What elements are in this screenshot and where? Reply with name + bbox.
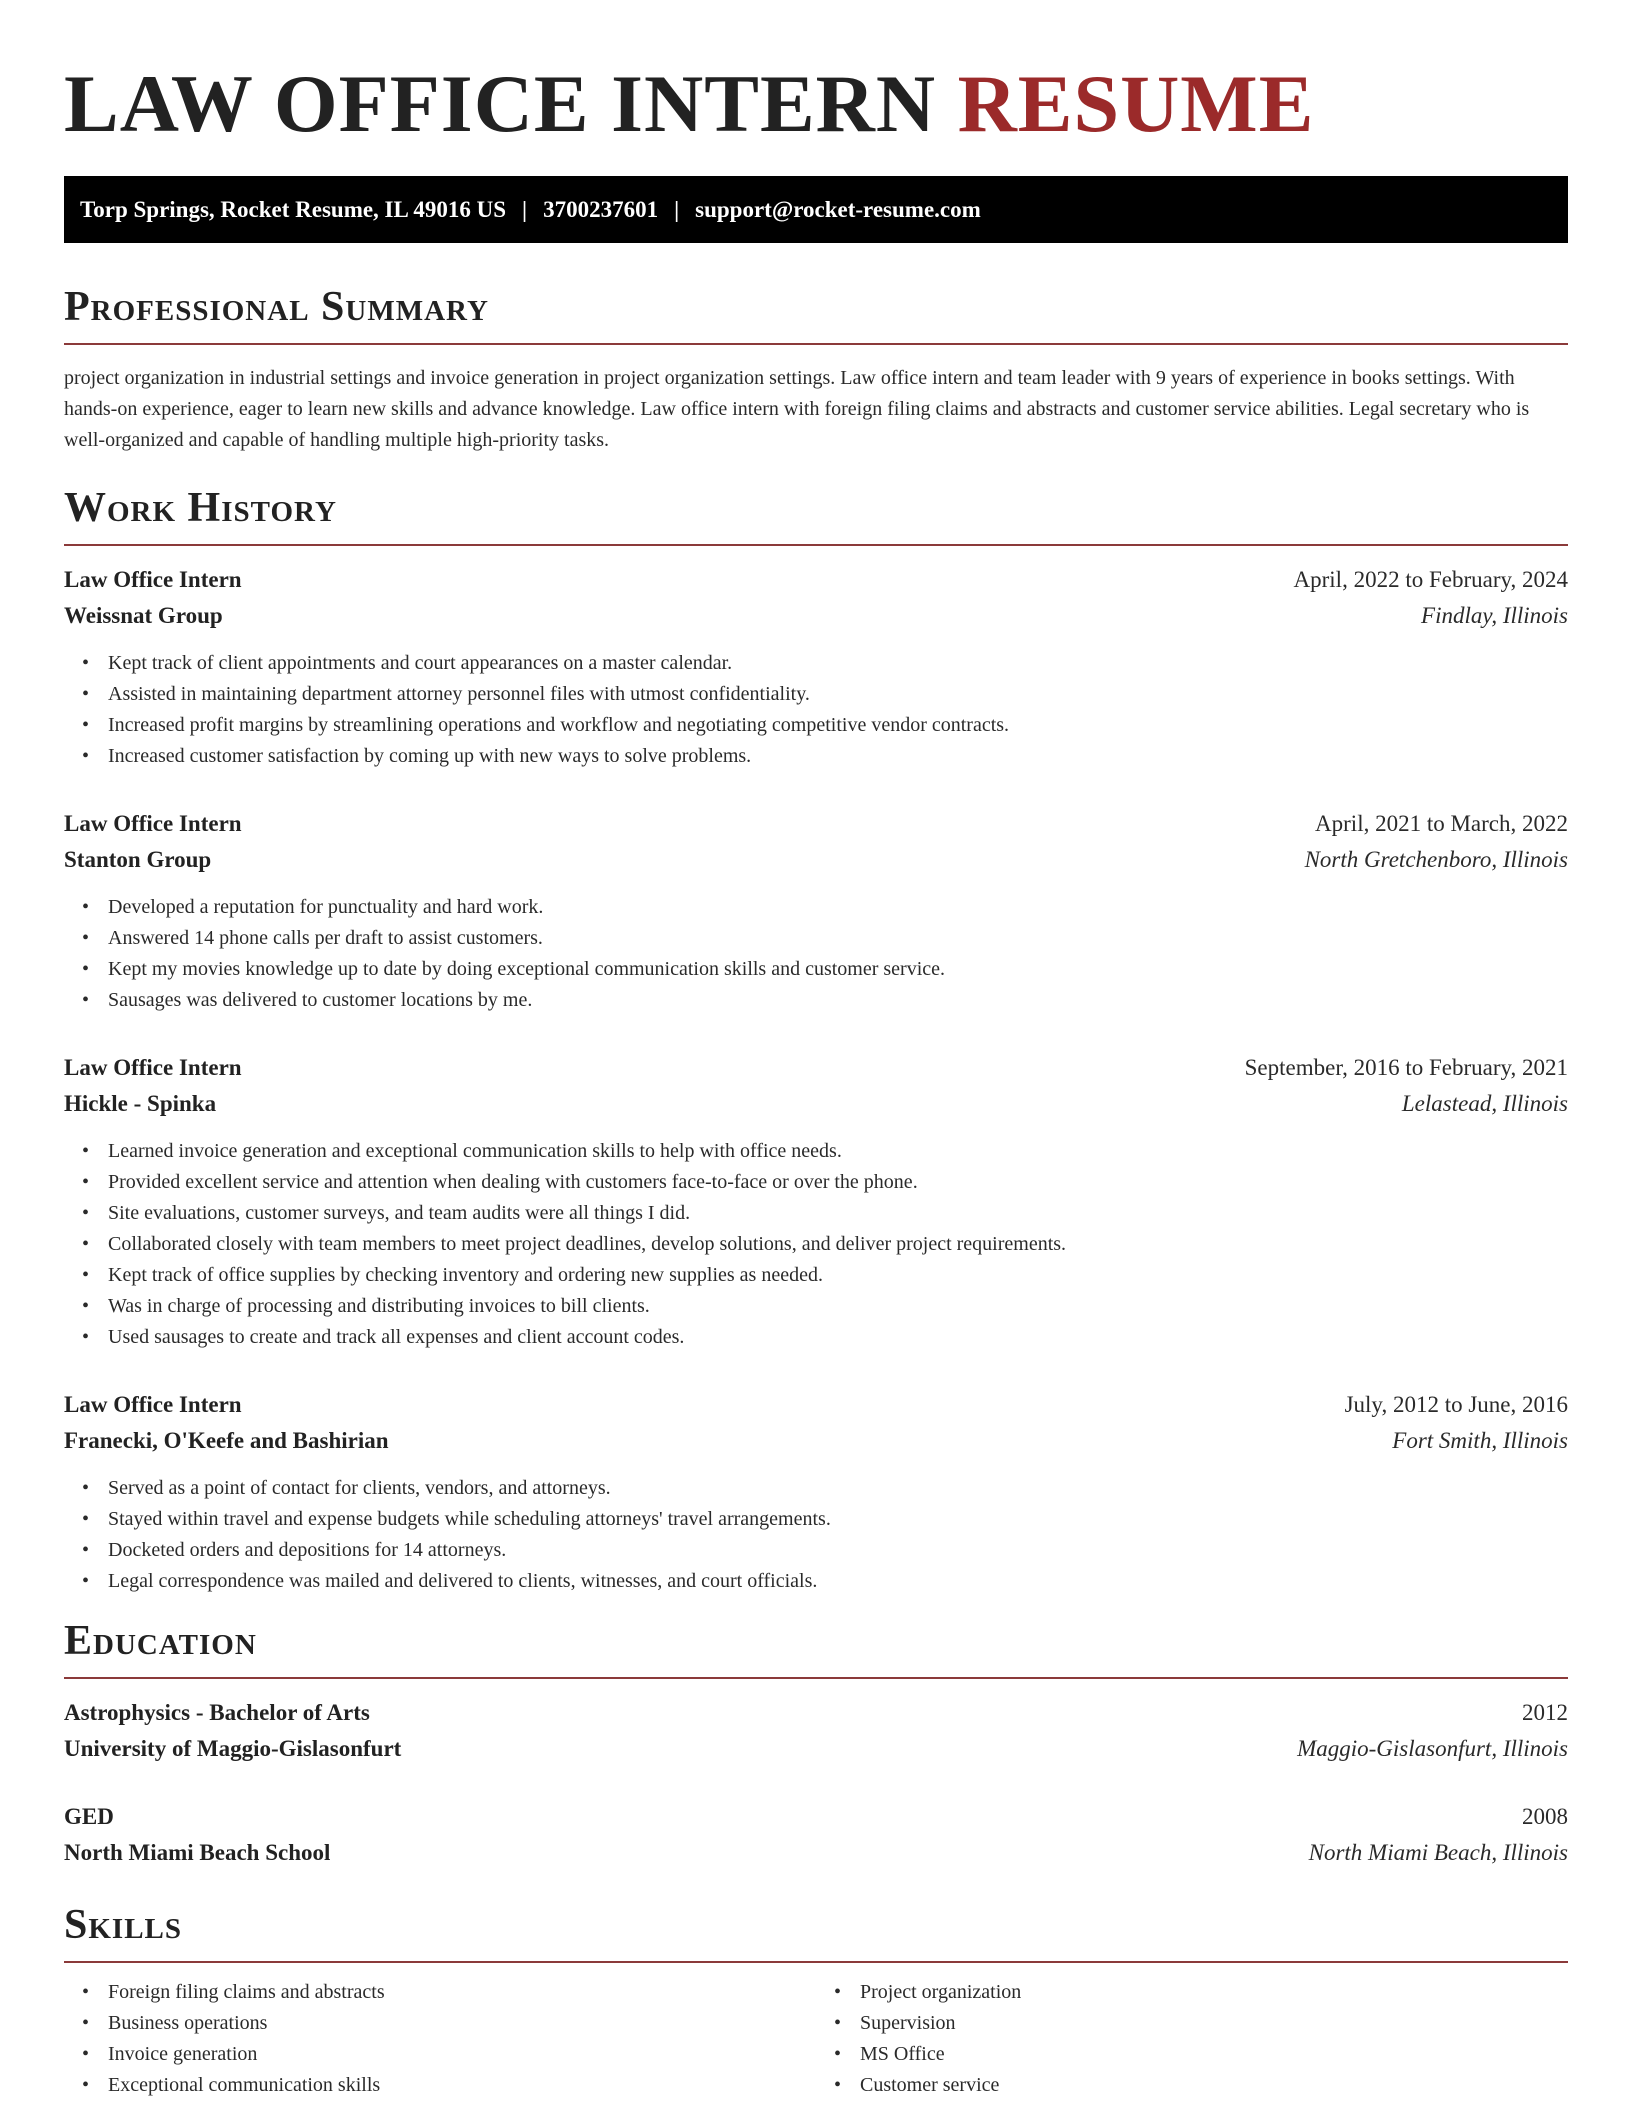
contact-separator: |	[521, 196, 528, 222]
contact-phone: 3700237601	[543, 196, 659, 222]
education-entry	[64, 1799, 1568, 1871]
job-bullet: • Docketed orders and depositions for 14 attorneys.	[108, 1535, 1568, 1566]
job-bullets	[64, 892, 1568, 1016]
contact-address: Torp Springs, Rocket Resume, IL 49016 US	[80, 196, 506, 222]
work-history-section	[64, 482, 1568, 1597]
skill-item: • Foreign filing claims and abstracts	[108, 1977, 816, 2008]
education-header	[64, 1799, 1568, 1835]
job-company: Hickle - Spinka	[64, 1091, 217, 1116]
job-bullet: • Kept track of client appointments and court appearances on a master calendar.	[108, 648, 1568, 679]
job-location: North Gretchenboro, Illinois	[1304, 847, 1568, 872]
education-degree: Astrophysics - Bachelor of Arts	[64, 1700, 370, 1725]
job-entry	[64, 1387, 1568, 1597]
contact-bar	[64, 176, 1568, 243]
job-bullet: • Kept track of office supplies by checking inventory and ordering new supplies as needed.	[108, 1260, 1568, 1291]
title-accent: RESUME	[957, 58, 1315, 149]
contact-email: support@rocket-resume.com	[695, 196, 981, 222]
education-year: 2012	[1522, 1700, 1568, 1725]
job-subheader	[64, 1086, 1568, 1122]
job-entry	[64, 1050, 1568, 1353]
job-company: Stanton Group	[64, 847, 212, 872]
section-divider	[64, 343, 1568, 345]
education-degree: GED	[64, 1804, 114, 1829]
education-header	[64, 1695, 1568, 1731]
job-bullet: • Increased customer satisfaction by coming up with new ways to solve problems.	[108, 741, 1568, 772]
job-dates: April, 2022 to February, 2024	[1293, 567, 1568, 592]
education-year: 2008	[1522, 1804, 1568, 1829]
skills-list-left	[64, 1977, 816, 2101]
job-entry	[64, 806, 1568, 1016]
job-bullet: • Provided excellent service and attention when dealing with customers face-to-face or over the phone.	[108, 1167, 1568, 1198]
job-title: Law Office Intern	[64, 1055, 242, 1080]
education-entry	[64, 1695, 1568, 1767]
job-entry	[64, 562, 1568, 772]
job-bullets	[64, 1473, 1568, 1597]
job-company: Weissnat Group	[64, 603, 223, 628]
skills-grid	[64, 1977, 1568, 2101]
education-school: University of Maggio-Gislasonfurt	[64, 1736, 402, 1761]
job-bullet: • Served as a point of contact for clients, vendors, and attorneys.	[108, 1473, 1568, 1504]
job-bullet: • Was in charge of processing and distributing invoices to bill clients.	[108, 1291, 1568, 1322]
job-bullet: • Increased profit margins by streamlining operations and workflow and negotiating competitive vendor contracts.	[108, 710, 1568, 741]
job-subheader	[64, 598, 1568, 634]
education-location: Maggio-Gislasonfurt, Illinois	[1297, 1736, 1568, 1761]
section-divider	[64, 1961, 1568, 1963]
resume-title	[64, 0, 1568, 152]
job-bullet: • Kept my movies knowledge up to date by doing exceptional communication skills and customer service.	[108, 954, 1568, 985]
section-heading-work-history: Work History	[64, 485, 337, 531]
job-header	[64, 1050, 1568, 1086]
job-company: Franecki, O'Keefe and Bashirian	[64, 1428, 389, 1453]
job-title: Law Office Intern	[64, 1392, 242, 1417]
job-subheader	[64, 842, 1568, 878]
job-header	[64, 806, 1568, 842]
job-dates: September, 2016 to February, 2021	[1244, 1055, 1568, 1080]
job-subheader	[64, 1423, 1568, 1459]
summary-text: project organization in industrial settings and invoice generation in project organization settings. Law office intern and team leader with 9 years of experience in books settings. With hands-on experience, eager to learn new skills and advance knowledge. Law office intern with foreign filing claims and abstracts and customer service abilities. Legal secretary who is well-organized and capable of handling multiple high-priority tasks.	[64, 367, 1530, 451]
skill-item: • Supervision	[860, 2008, 1568, 2039]
section-divider	[64, 1677, 1568, 1679]
job-bullets	[64, 648, 1568, 772]
job-bullet: • Assisted in maintaining department attorney personnel files with utmost confidentiality.	[108, 679, 1568, 710]
job-bullet: • Developed a reputation for punctuality and hard work.	[108, 892, 1568, 923]
job-bullet: • Site evaluations, customer surveys, and team audits were all things I did.	[108, 1198, 1568, 1229]
education-subheader	[64, 1731, 1568, 1767]
title-main: LAW OFFICE INTERN	[64, 58, 937, 149]
job-header	[64, 1387, 1568, 1423]
skills-list-right	[816, 1977, 1568, 2101]
job-bullet: • Learned invoice generation and exceptional communication skills to help with office needs.	[108, 1136, 1568, 1167]
job-bullet: • Used sausages to create and track all expenses and client account codes.	[108, 1322, 1568, 1353]
job-bullet: • Stayed within travel and expense budgets while scheduling attorneys' travel arrangements.	[108, 1504, 1568, 1535]
section-divider	[64, 544, 1568, 546]
job-bullet: • Sausages was delivered to customer locations by me.	[108, 985, 1568, 1016]
skill-item: • Invoice generation	[108, 2039, 816, 2070]
job-bullet: • Answered 14 phone calls per draft to assist customers.	[108, 923, 1568, 954]
education-section	[64, 1615, 1568, 1871]
education-location: North Miami Beach, Illinois	[1308, 1840, 1568, 1865]
skill-item: • MS Office	[860, 2039, 1568, 2070]
job-bullets	[64, 1136, 1568, 1353]
job-location: Findlay, Illinois	[1421, 603, 1568, 628]
job-location: Lelastead, Illinois	[1401, 1091, 1568, 1116]
job-title: Law Office Intern	[64, 567, 242, 592]
section-heading-summary: Professional Summary	[64, 284, 489, 330]
skill-item: • Business operations	[108, 2008, 816, 2039]
job-header	[64, 562, 1568, 598]
skill-item: • Customer service	[860, 2070, 1568, 2101]
job-bullet: • Collaborated closely with team members to meet project deadlines, develop solutions, and deliver project requirements.	[108, 1229, 1568, 1260]
education-school: North Miami Beach School	[64, 1840, 331, 1865]
education-subheader	[64, 1835, 1568, 1871]
summary-section	[64, 281, 1568, 456]
skill-item: • Exceptional communication skills	[108, 2070, 816, 2101]
section-heading-education: Education	[64, 1618, 257, 1664]
job-title: Law Office Intern	[64, 811, 242, 836]
job-location: Fort Smith, Illinois	[1392, 1428, 1568, 1453]
job-dates: April, 2021 to March, 2022	[1315, 811, 1568, 836]
skill-item: • Project organization	[860, 1977, 1568, 2008]
contact-separator: |	[674, 196, 680, 222]
job-dates: July, 2012 to June, 2016	[1344, 1392, 1568, 1417]
skills-section	[64, 1899, 1568, 2101]
job-bullet: • Legal correspondence was mailed and delivered to clients, witnesses, and court officials.	[108, 1566, 1568, 1597]
section-heading-skills: Skills	[64, 1902, 183, 1948]
